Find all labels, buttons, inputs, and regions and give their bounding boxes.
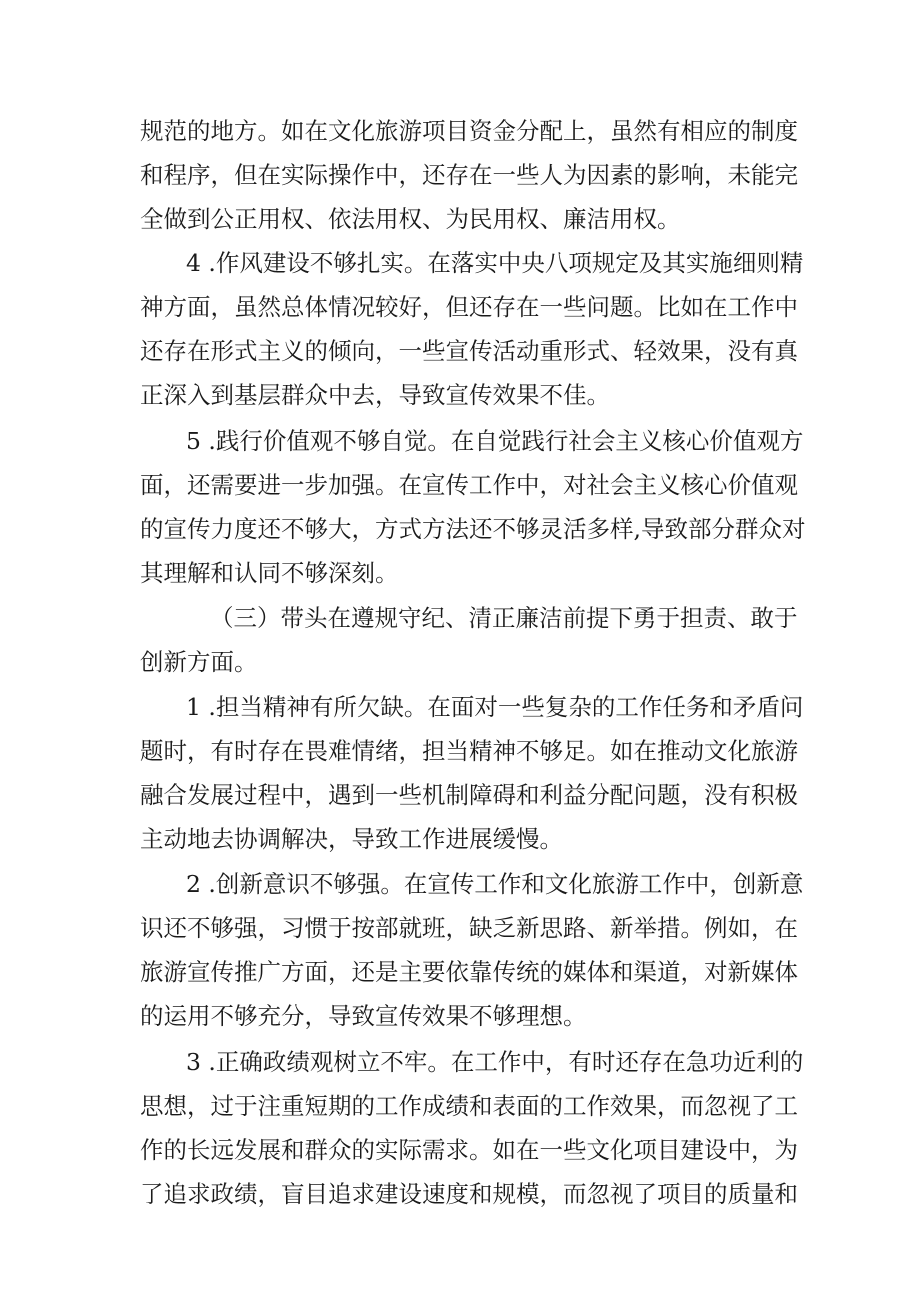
text-line: 主动地去协调解决，导致工作进展缓慢。	[140, 825, 563, 853]
text-line: 的运用不够充分，导致宣传效果不够理想。	[140, 1002, 587, 1030]
text-line: 其理解和认同不够深刻。	[140, 559, 399, 587]
text-line: 旅游宣传推广方面，还是主要依靠传统的媒体和渠道，对新媒体	[140, 958, 798, 986]
text-line: 作的长远发展和群众的实际需求。如在一些文化项目建设中，为	[140, 1136, 798, 1164]
text-line: 5 .践行价值观不够自觉。在自觉践行社会主义核心价值观方	[186, 427, 804, 455]
text-line: 2 .创新意识不够强。在宣传工作和文化旅游工作中，创新意	[186, 870, 804, 898]
text-line: 规范的地方。如在文化旅游项目资金分配上，虽然有相应的制度	[140, 117, 798, 145]
text-line: 了追求政绩，盲目追求建设速度和规模，而忽视了项目的质量和	[140, 1180, 798, 1208]
text-line: 面，还需要进一步加强。在宣传工作中，对社会主义核心价值观	[140, 471, 798, 499]
text-line: 全做到公正用权、依法用权、为民用权、廉洁用权。	[140, 205, 681, 233]
text-line: 4 .作风建设不够扎实。在落实中央八项规定及其实施细则精	[186, 249, 804, 277]
text-line: 融合发展过程中，遇到一些机制障碍和利益分配问题，没有积极	[140, 781, 798, 809]
section-heading-continued: 创新方面。	[140, 648, 258, 676]
section-heading: （三）带头在遵规守纪、清正廉洁前提下勇于担责、敢于	[210, 604, 798, 632]
text-line: 和程序，但在实际操作中，还存在一些人为因素的影响，未能完	[140, 161, 798, 189]
text-line: 识还不够强，习惯于按部就班，缺乏新思路、新举措。例如，在	[140, 914, 798, 942]
text-line: 还存在形式主义的倾向，一些宣传活动重形式、轻效果，没有真	[140, 337, 798, 365]
text-line: 题时，有时存在畏难情绪，担当精神不够足。如在推动文化旅游	[140, 737, 798, 765]
text-line: 神方面，虽然总体情况较好，但还存在一些问题。比如在工作中	[140, 293, 798, 321]
text-line: 的宣传力度还不够大，方式方法还不够灵活多样,导致部分群众对	[140, 515, 806, 543]
text-line: 1 .担当精神有所欠缺。在面对一些复杂的工作任务和矛盾问	[186, 693, 804, 721]
text-line: 3 .正确政绩观树立不牢。在工作中，有时还存在急功近利的	[186, 1048, 804, 1076]
text-line: 正深入到基层群众中去，导致宣传效果不佳。	[140, 381, 610, 409]
text-line: 思想，过于注重短期的工作成绩和表面的工作效果，而忽视了工	[140, 1092, 798, 1120]
